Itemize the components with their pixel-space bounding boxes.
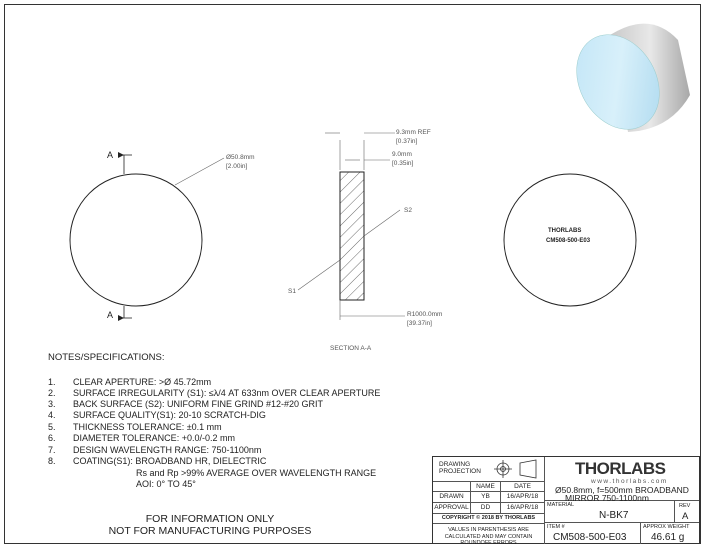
weight-value: 46.61 g <box>651 532 685 543</box>
radius-mm: R1000.0mm <box>407 311 443 318</box>
weight-label: APPROX WEIGHT <box>643 524 690 530</box>
section-label-top: A <box>107 150 114 160</box>
diameter-leader <box>175 158 224 185</box>
item-label: ITEM # <box>547 524 565 530</box>
drawn-label: DRAWN <box>433 492 471 503</box>
projection-label: DRAWING PROJECTION <box>439 461 481 475</box>
engraving-part: CM508-500-E03 <box>546 238 591 244</box>
thickness-dimension <box>325 133 395 170</box>
item-cell <box>545 523 641 544</box>
radius-in: [39.37in] <box>407 320 432 327</box>
optic-render <box>560 20 690 145</box>
s2-leader <box>364 210 400 236</box>
rev-cell <box>675 501 699 523</box>
s2-label: S2 <box>404 207 412 214</box>
edge-in: [0.35in] <box>392 160 414 167</box>
col-date: DATE <box>501 482 545 492</box>
disclaimer-line-1: FOR INFORMATION ONLY <box>145 513 275 525</box>
item-value: CM508-500-E03 <box>553 532 627 543</box>
notes-title: NOTES/SPECIFICATIONS: <box>48 352 165 363</box>
values-note: VALUES IN PARENTHESIS ARE CALCULATED AND MAY CONTAIN ROUNDOFF ERRORS <box>433 524 545 544</box>
section-label-bottom: A <box>107 310 114 320</box>
approval-label: APPROVAL <box>433 503 471 514</box>
description-line-2: MIRROR 750-1100nm <box>565 493 649 503</box>
approval-name: DD <box>471 503 501 514</box>
s1-label: S1 <box>288 288 296 295</box>
rev-label: REV <box>679 503 691 509</box>
rev-value: A <box>682 511 689 522</box>
material-value: N-BK7 <box>599 510 629 521</box>
front-view-circle <box>70 174 202 306</box>
description-line-1: Ø50.8mm, f=500mm BROADBAND <box>555 485 689 495</box>
coating-line-2: Rs and Rp >99% AVERAGE OVER WAVELENGTH RANGE <box>136 468 377 478</box>
col-name: NAME <box>471 482 501 492</box>
section-arrow-bottom <box>118 306 132 321</box>
section-caption: SECTION A-A <box>330 345 372 352</box>
engraving-brand: THORLABS <box>548 228 582 234</box>
thickness-ref-in: [0.37in] <box>396 138 418 145</box>
brand-logo: THORLABS <box>575 459 666 478</box>
brand-cell <box>545 457 699 501</box>
approval-date: 16/APR/18 <box>501 503 545 514</box>
title-block <box>432 456 700 544</box>
blank-header <box>433 482 471 492</box>
diameter-in: [2.00in] <box>226 163 248 170</box>
website: www.thorlabs.com <box>591 478 668 485</box>
material-label: MATERIAL <box>547 502 575 508</box>
projection-cell <box>433 457 545 482</box>
section-view-hatch <box>340 172 364 300</box>
disclaimer-line-2: NOT FOR MANUFACTURING PURPOSES <box>108 525 312 537</box>
material-cell <box>545 501 675 523</box>
diameter-mm: Ø50.8mm <box>226 154 255 161</box>
drawn-name: YB <box>471 492 501 503</box>
drawn-date: 16/APR/18 <box>501 492 545 503</box>
copyright: COPYRIGHT © 2018 BY THORLABS <box>433 514 545 524</box>
coating-line-3: AOI: 0° TO 45° <box>136 479 196 489</box>
s1-leader <box>298 260 340 290</box>
edge-mm: 9.0mm <box>392 151 412 158</box>
section-arrow-top <box>118 152 132 174</box>
weight-cell <box>641 523 699 544</box>
thickness-ref-mm: 9.3mm REF <box>396 129 431 136</box>
